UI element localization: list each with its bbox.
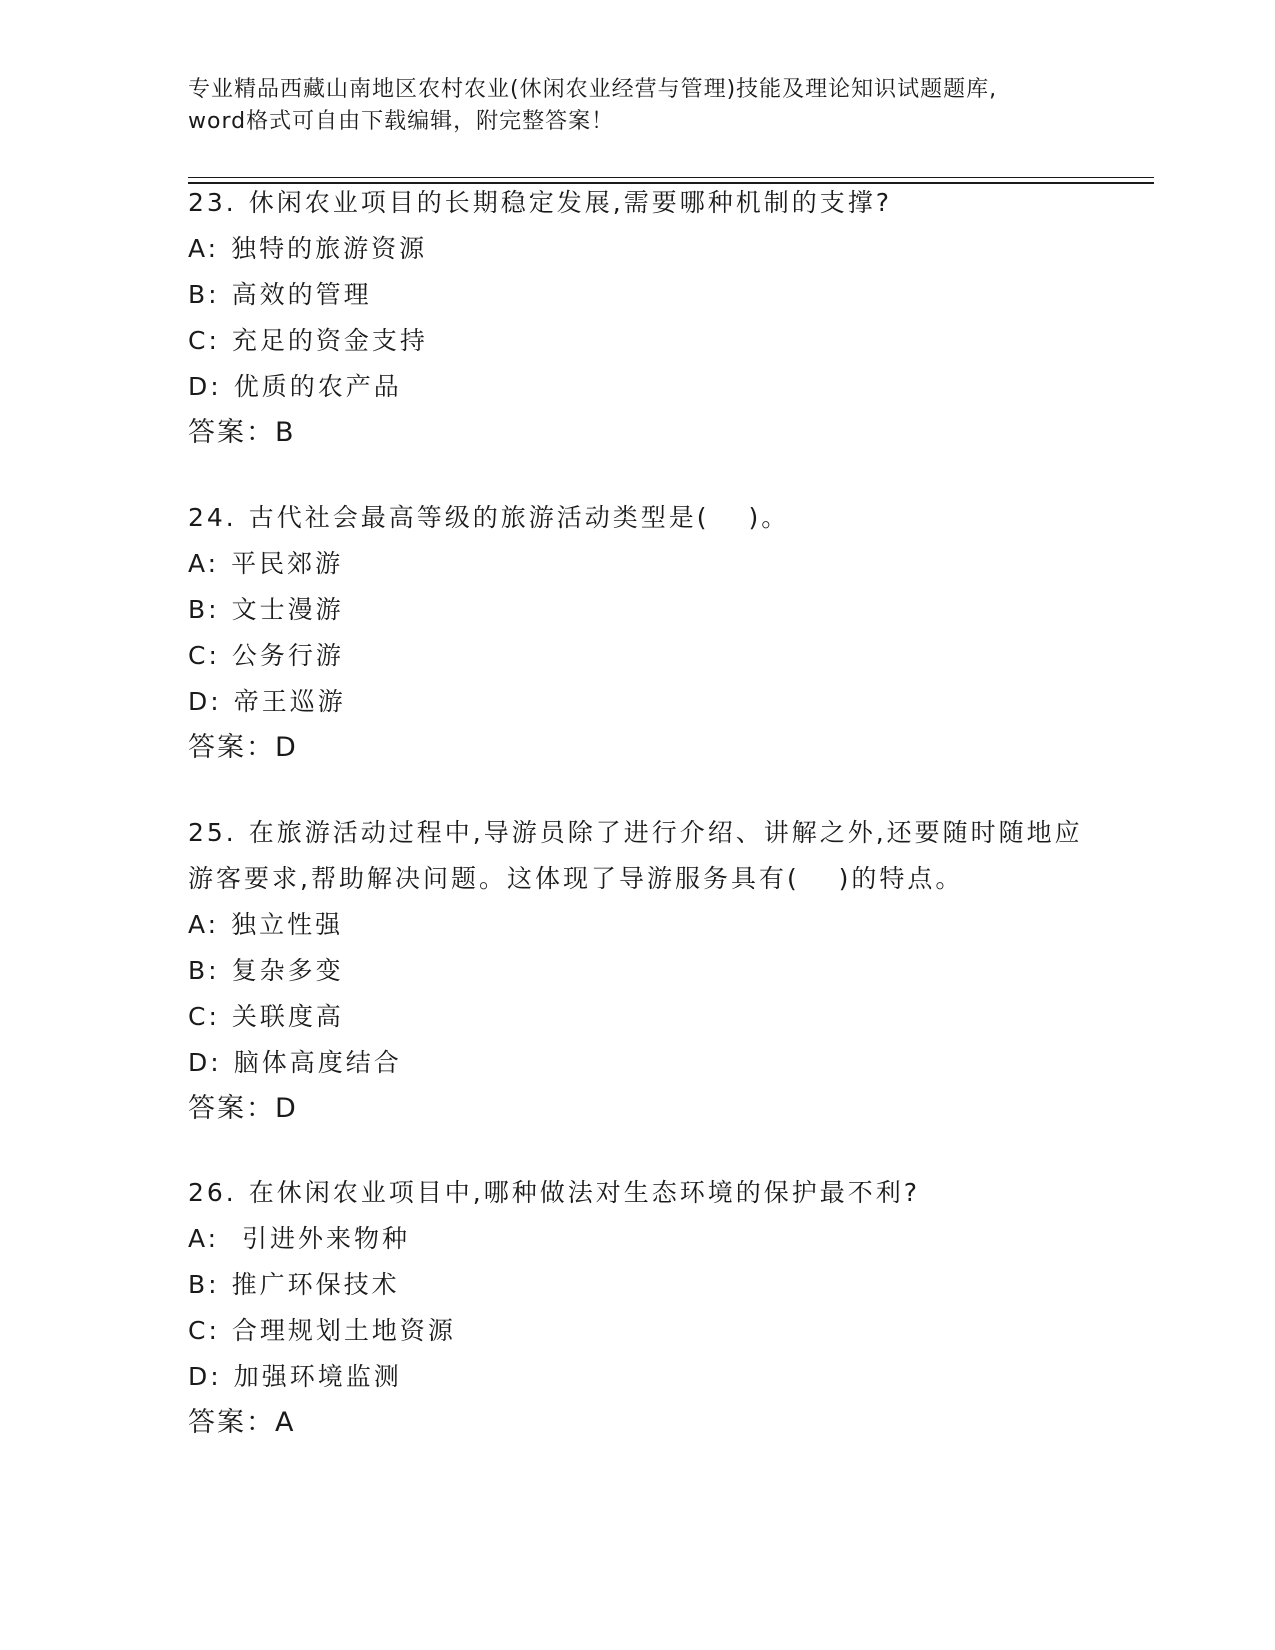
- option-letter: C:: [188, 1002, 220, 1031]
- option-c: [188, 994, 1088, 1040]
- option-text: 充足的资金支持: [231, 326, 428, 355]
- answer-line: 答案：D: [188, 1093, 298, 1124]
- option-text: 关联度高: [231, 1002, 344, 1031]
- option-letter: D:: [188, 1048, 222, 1077]
- option-a: [188, 541, 1088, 587]
- option-a: [188, 1216, 1088, 1262]
- question-text: [188, 1170, 1088, 1216]
- option-a: [188, 226, 1088, 272]
- question-number: 26.: [188, 1178, 237, 1207]
- question-number: 23.: [188, 188, 237, 217]
- option-text: 公务行游: [231, 641, 344, 670]
- option-c: [188, 1308, 1088, 1354]
- question-stem: 在旅游活动过程中,导游员除了进行介绍、讲解之外,还要随时随地应游客要求,帮助解决问题。这体现了导游服务具有( )的特点。: [188, 818, 1083, 893]
- option-d: [188, 1354, 1088, 1400]
- option-letter: A:: [188, 1224, 220, 1253]
- option-d: [188, 1040, 1088, 1086]
- option-b: [188, 272, 1088, 318]
- option-text: 复杂多变: [231, 956, 344, 985]
- option-d: [188, 364, 1088, 410]
- answer-line: 答案：B: [188, 417, 296, 448]
- document-header: [188, 74, 1088, 138]
- question-stem: 古代社会最高等级的旅游活动类型是( )。: [248, 503, 790, 532]
- option-c: [188, 318, 1088, 364]
- header-line-2: word格式可自由下载编辑，附完整答案！: [188, 109, 615, 134]
- option-d: [188, 679, 1088, 725]
- question-block: [188, 180, 1088, 456]
- question-number: 25.: [188, 818, 237, 847]
- option-text: 文士漫游: [231, 595, 344, 624]
- option-text: 平民郊游: [231, 549, 344, 578]
- option-b: [188, 587, 1088, 633]
- answer-line: 答案：A: [188, 1407, 296, 1438]
- divider-line-thin: [188, 177, 1154, 178]
- option-letter: D:: [188, 372, 222, 401]
- question-stem: 休闲农业项目的长期稳定发展,需要哪种机制的支撑?: [248, 188, 892, 217]
- option-letter: C:: [188, 641, 220, 670]
- question-text: [188, 810, 1088, 902]
- option-b: [188, 948, 1088, 994]
- question-block: [188, 1170, 1088, 1446]
- option-text: 帝王巡游: [233, 687, 346, 716]
- question-text: [188, 495, 1088, 541]
- question-block: [188, 810, 1088, 1132]
- option-text: 独特的旅游资源: [231, 234, 428, 263]
- option-letter: A:: [188, 549, 220, 578]
- option-text: 引进外来物种: [231, 1224, 411, 1253]
- option-c: [188, 633, 1088, 679]
- option-text: 独立性强: [231, 910, 344, 939]
- option-text: 优质的农产品: [233, 372, 402, 401]
- option-a: [188, 902, 1088, 948]
- option-letter: D:: [188, 687, 222, 716]
- option-text: 脑体高度结合: [233, 1048, 402, 1077]
- answer-line: 答案：D: [188, 732, 298, 763]
- option-letter: C:: [188, 1316, 220, 1345]
- option-text: 高效的管理: [231, 280, 372, 309]
- question-block: [188, 495, 1088, 771]
- header-line-1: 专业精品西藏山南地区农村农业(休闲农业经营与管理)技能及理论知识试题题库,: [188, 77, 998, 102]
- option-text: 推广环保技术: [231, 1270, 400, 1299]
- option-letter: B:: [188, 1270, 220, 1299]
- option-letter: B:: [188, 595, 220, 624]
- option-letter: D:: [188, 1362, 222, 1391]
- option-letter: B:: [188, 956, 220, 985]
- question-stem: 在休闲农业项目中,哪种做法对生态环境的保护最不利?: [248, 1178, 920, 1207]
- option-b: [188, 1262, 1088, 1308]
- option-text: 加强环境监测: [233, 1362, 402, 1391]
- option-letter: A:: [188, 234, 220, 263]
- option-text: 合理规划土地资源: [231, 1316, 456, 1345]
- question-text: [188, 180, 1088, 226]
- option-letter: B:: [188, 280, 220, 309]
- option-letter: A:: [188, 910, 220, 939]
- option-letter: C:: [188, 326, 220, 355]
- question-number: 24.: [188, 503, 237, 532]
